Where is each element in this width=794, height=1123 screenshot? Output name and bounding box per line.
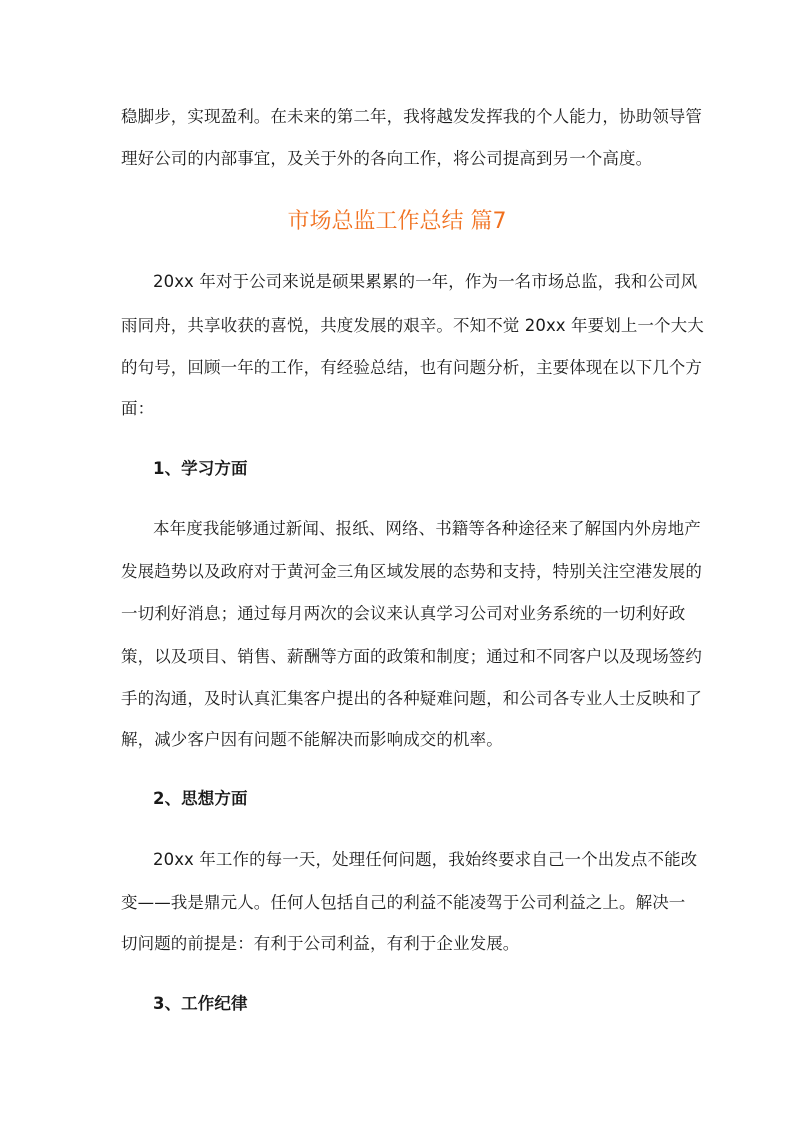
- paragraph-line: 切问题的前提是：有利于公司利益，有利于企业发展。: [121, 934, 520, 953]
- intro-line: 稳脚步，实现盈利。在未来的第二年，我将越发发挥我的个人能力，协助领导管: [121, 107, 702, 126]
- paragraph-line: 手的沟通，及时认真汇集客户提出的各种疑难问题，和公司各专业人士反映和了: [121, 689, 702, 708]
- section-title: 市场总监工作总结 篇7: [287, 209, 507, 234]
- paragraph-line: 本年度我能够通过新闻、报纸、网络、书籍等各种途径来了解国内外房地产: [153, 519, 701, 538]
- intro-line: 理好公司的内部事宜，及关于外的各向工作，将公司提高到另一个高度。: [121, 149, 653, 168]
- section-heading: 3、工作纪律: [153, 994, 248, 1013]
- paragraph-line: 策，以及项目、销售、薪酬等方面的政策和制度；通过和不同客户以及现场签约: [121, 647, 702, 666]
- paragraph-line: 一切利好消息；通过每月两次的会议来认真学习公司对业务系统的一切利好政: [121, 604, 686, 623]
- paragraph-line: 发展趋势以及政府对于黄河金三角区域发展的态势和支持，特别关注空港发展的: [121, 562, 702, 581]
- paragraph-line: 20xx 年工作的每一天，处理任何问题，我始终要求自己一个出发点不能改: [153, 850, 698, 869]
- paragraph-line: 雨同舟，共享收获的喜悦，共度发展的艰辛。不知不觉 20xx 年要划上一个大大: [121, 316, 704, 335]
- paragraph-line: 面：: [121, 399, 155, 418]
- section-heading: 2、思想方面: [153, 789, 248, 808]
- section-heading: 1、学习方面: [153, 459, 248, 478]
- paragraph-line: 变——我是鼎元人。任何人包括自己的利益不能凌驾于公司利益之上。解决一: [121, 893, 686, 912]
- paragraph-line: 的句号，回顾一年的工作，有经验总结，也有问题分析，主要体现在以下几个方: [121, 358, 702, 377]
- paragraph-line: 20xx 年对于公司来说是硕果累累的一年，作为一名市场总监，我和公司风: [153, 272, 698, 291]
- paragraph-line: 解，减少客户因有问题不能解决而影响成交的机率。: [121, 730, 503, 749]
